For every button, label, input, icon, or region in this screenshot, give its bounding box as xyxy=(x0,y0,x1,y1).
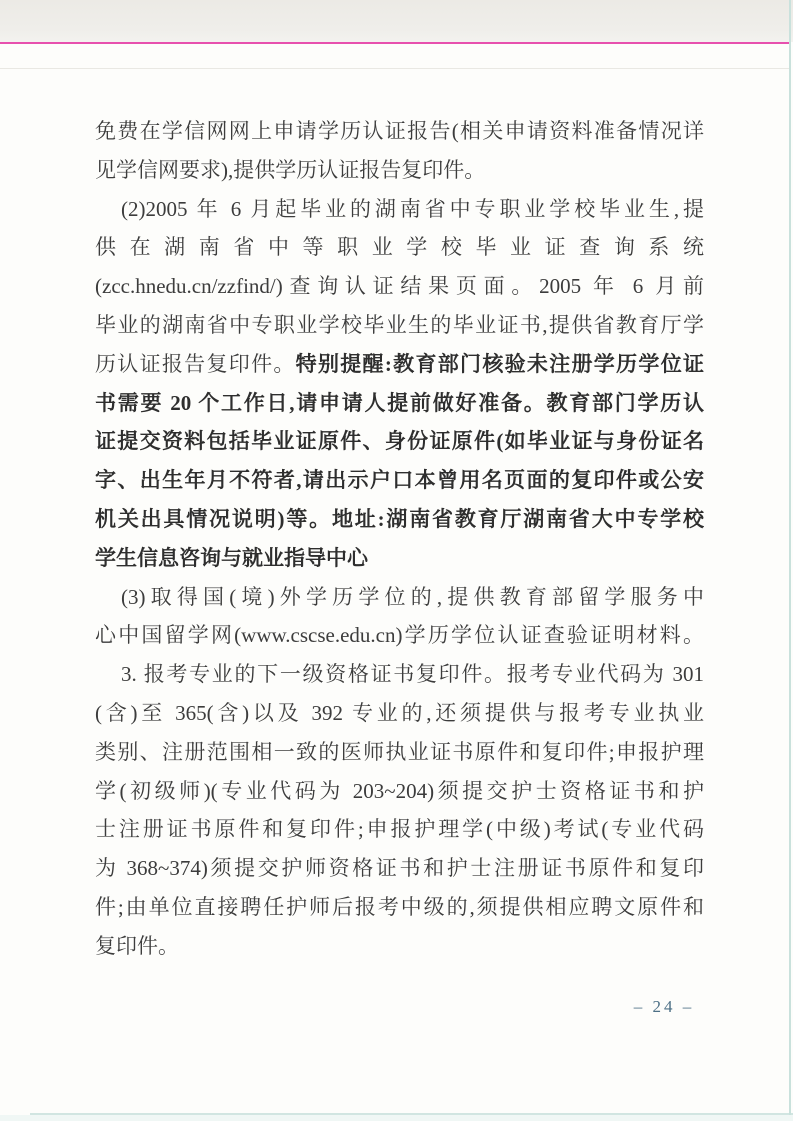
text-line xyxy=(95,733,704,772)
text-segment: (zcc.hnedu.cn/zzfind/)查询认证结果页面。2005 年 6 月前 xyxy=(95,274,704,299)
scan-top-band xyxy=(0,0,793,42)
text-line xyxy=(95,112,704,151)
bold-text-segment: 学生信息咨询与就业指导中心 xyxy=(95,545,368,570)
text-line xyxy=(95,539,704,578)
scan-right-page-edge xyxy=(789,0,791,1115)
text-line xyxy=(95,810,704,849)
text-segment: 毕业的湖南省中专职业学校毕业生的毕业证书,提供省教育厅学 xyxy=(95,312,704,337)
text-segment: 免费在学信网网上申请学历认证报告(相关申请资料准备情况详 xyxy=(95,119,704,143)
text-segment: 士注册证书原件和复印件;申报护理学(中级)考试(专业代码 xyxy=(95,817,704,842)
text-line xyxy=(95,772,704,811)
text-line xyxy=(95,694,704,733)
page-number: – 24 – xyxy=(633,997,695,1016)
bold-text-segment: 书需要 20 个工作日,请申请人提前做好准备。教育部门学历认 xyxy=(95,390,704,415)
bold-text-segment: 证提交资料包括毕业证原件、身份证原件(如毕业证与身份证名 xyxy=(95,429,704,454)
text-line xyxy=(95,190,704,229)
text-segment: 复印件。 xyxy=(95,933,179,958)
text-line xyxy=(95,228,704,267)
scan-pink-rule xyxy=(0,42,790,44)
text-segment: (3)取得国(境)外学历学位的,提供教育部留学服务中 xyxy=(121,584,704,609)
text-line xyxy=(95,151,704,190)
text-segment: 类别、注册范围相一致的医师执业证书原件和复印件;申报护理 xyxy=(95,739,704,764)
scan-background-strip xyxy=(0,1115,793,1121)
text-line xyxy=(95,849,704,888)
text-segment: (含)至 365(含)以及 392 专业的,还须提供与报考专业执业 xyxy=(95,700,704,725)
text-segment: 心中国留学网(www.cscse.edu.cn)学历学位认证查验证明材料。 xyxy=(95,623,704,648)
text-segment: 件;由单位直接聘任护师后报考中级的,须提供相应聘文原件和 xyxy=(95,894,704,919)
text-line xyxy=(95,578,704,617)
text-line xyxy=(95,616,704,655)
bold-text-segment: 特别提醒:教育部门核验未注册学历学位证 xyxy=(295,351,704,376)
text-line xyxy=(95,888,704,927)
text-segment: 3. 报考专业的下一级资格证书复印件。报考专业代码为 301 xyxy=(121,662,704,687)
scan-faint-rule xyxy=(0,68,790,69)
bold-text-segment: 机关出具情况说明)等。地址:湖南省教育厅湖南省大中专学校 xyxy=(95,506,704,531)
text-line xyxy=(95,461,704,500)
document-body-text xyxy=(95,112,704,966)
text-line xyxy=(95,927,704,966)
text-segment: 历认证报告复印件。 xyxy=(95,351,296,376)
text-segment: 学(初级师)(专业代码为 203~204)须提交护士资格证书和护 xyxy=(95,778,704,803)
text-segment: 为 368~374)须提交护师资格证书和护士注册证书原件和复印 xyxy=(95,856,704,881)
text-line xyxy=(95,384,704,423)
text-segment: 见学信网要求),提供学历认证报告复印件。 xyxy=(95,157,486,182)
text-line xyxy=(95,345,704,384)
text-line xyxy=(95,267,704,306)
text-line xyxy=(95,306,704,345)
text-segment: 供在湖南省中等职业学校毕业证查询系统 xyxy=(95,235,704,260)
text-line xyxy=(95,655,704,694)
text-segment: (2)2005 年 6 月起毕业的湖南省中专职业学校毕业生,提 xyxy=(121,196,704,221)
text-line xyxy=(95,500,704,539)
bold-text-segment: 字、出生年月不符者,请出示户口本曾用名页面的复印件或公安 xyxy=(95,468,704,493)
text-line xyxy=(95,422,704,461)
